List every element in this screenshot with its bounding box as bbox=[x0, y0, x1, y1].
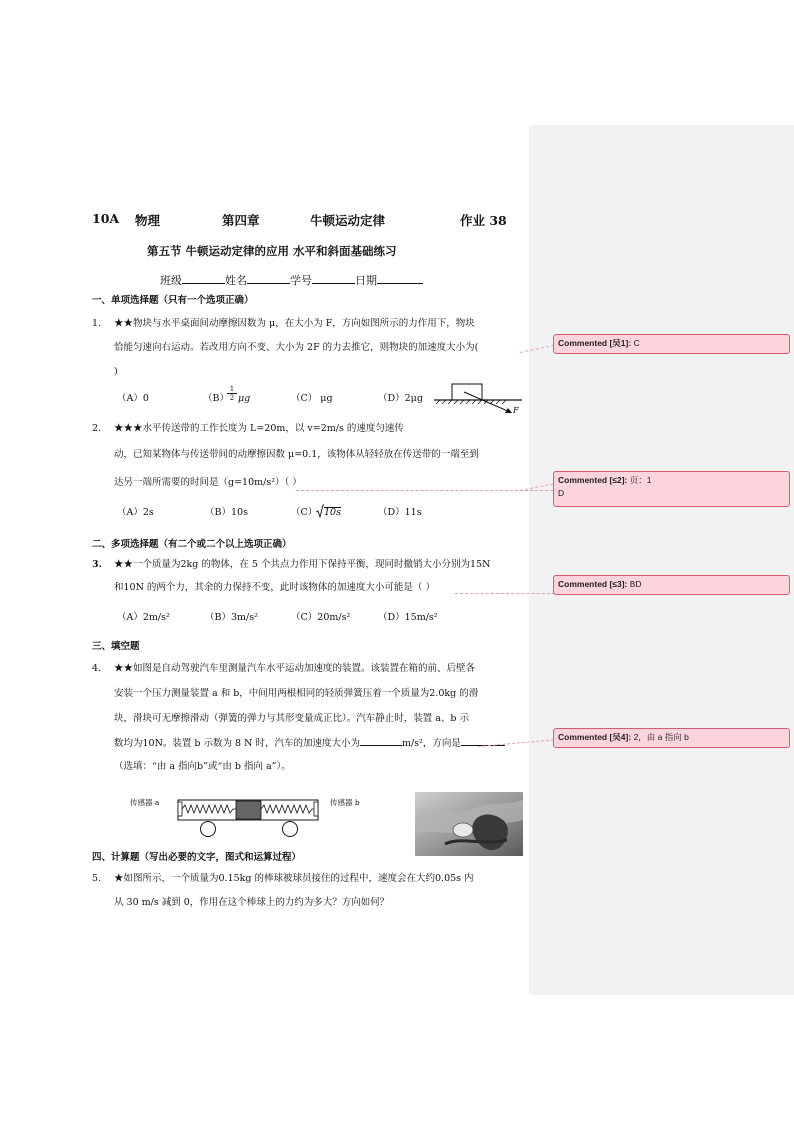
q4-spring-device-figure bbox=[176, 780, 320, 838]
q4-line1: ★★如图是自动驾驶汽车里测量汽车水平运动加速度的装置。该装置在箱的前、后壁各 bbox=[114, 663, 476, 674]
header-class: 10A bbox=[92, 211, 120, 226]
q3-line1: ★★一个质量为2kg 的物体，在 5 个共点力作用下保持平衡，现同时撤销大小分别为15N bbox=[114, 559, 491, 570]
q3-number: 3. bbox=[92, 559, 102, 570]
q4-line4 bbox=[114, 736, 505, 750]
q1-option-b: （B） bbox=[203, 393, 229, 404]
comment-4-label: Commented [吴4]: bbox=[558, 732, 632, 742]
q2-option-c: （C） bbox=[291, 507, 318, 518]
q2-option-b: （B）10s bbox=[205, 507, 248, 518]
header-chapter-title: 牛顿运动定律 bbox=[310, 213, 386, 228]
q4-sensor-a-label: 传感器 a bbox=[130, 798, 160, 807]
q1-force-label: F bbox=[513, 406, 519, 415]
comment-1[interactable] bbox=[553, 334, 790, 354]
info-line bbox=[160, 272, 423, 288]
comment-3-leader bbox=[455, 593, 555, 594]
comment-3-text: BD bbox=[629, 579, 642, 589]
q1-line1: ★★物块与水平桌面间动摩擦因数为 μ，在大小为 F，方向如图所示的力作用下，物块 bbox=[114, 318, 475, 329]
q5-line2: 从 30 m/s 减到 0，作用在这个棒球上的力约为多大？方向如何？ bbox=[114, 897, 390, 908]
date-label: 日期 bbox=[355, 274, 377, 287]
id-blank[interactable] bbox=[312, 274, 355, 284]
q2-option-c-expr: 10s bbox=[324, 507, 341, 518]
class-blank[interactable] bbox=[182, 274, 225, 284]
name-blank[interactable] bbox=[247, 274, 290, 284]
q2-line2: 动，已知某物体与传送带间的动摩擦因数 μ=0.1，该物体从轻轻放在传送带的一端至到 bbox=[114, 449, 479, 460]
header-chapter: 第四章 bbox=[222, 213, 260, 228]
name-label: 姓名 bbox=[225, 274, 247, 287]
q2-option-a: （A）2s bbox=[117, 507, 154, 518]
comment-2[interactable] bbox=[553, 471, 790, 507]
q1-option-d: （D）2μg bbox=[378, 393, 423, 404]
q3-option-c: （C）20m/s² bbox=[291, 612, 351, 623]
q1-option-b-expr: μg bbox=[238, 393, 251, 404]
comment-2-label: Commented [≤2]: bbox=[558, 475, 628, 485]
fraction-numerator: 1 bbox=[229, 385, 235, 393]
comment-2-text: 页：1 bbox=[629, 475, 652, 485]
q2-line3: 达另一端所需要的时间是（g=10m/s²）（ ） bbox=[114, 477, 302, 488]
q1-line3: ) bbox=[114, 366, 118, 377]
q5-line1: ★如图所示，一个质量为0.15kg 的棒球被球员接住的过程中，速度会在大约0.05s 内 bbox=[114, 873, 474, 884]
comment-1-label: Commented [吴1]: bbox=[558, 338, 632, 348]
comment-2-text-line2: D bbox=[558, 488, 565, 498]
q2-option-d: （D）11s bbox=[378, 507, 422, 518]
q1-line2: 恰能匀速向右运动。若改用方向不变、大小为 2F 的力去推它，则物块的加速度大小为( bbox=[114, 342, 479, 353]
baseball-catch-photo bbox=[415, 792, 523, 856]
section-multi-choice: 二、多项选择题（有二个或二个以上选项正确） bbox=[92, 539, 292, 550]
q2-number: 2. bbox=[92, 423, 102, 434]
comment-3[interactable] bbox=[553, 575, 790, 595]
section-fill-in: 三、填空题 bbox=[92, 641, 140, 652]
comments-pane bbox=[529, 125, 794, 995]
fraction-denominator: 2 bbox=[227, 393, 237, 402]
comment-4-text: 2，由 a 指向 b bbox=[633, 732, 689, 742]
class-label: 班级 bbox=[160, 274, 182, 287]
q1-number: 1. bbox=[92, 318, 102, 329]
q4-acceleration-blank[interactable] bbox=[360, 736, 402, 746]
q1-option-b-fraction bbox=[227, 385, 237, 402]
id-label: 学号 bbox=[290, 274, 312, 287]
q3-option-b: （B）3m/s² bbox=[205, 612, 258, 623]
section-single-choice: 一、单项选择题（只有一个选项正确） bbox=[92, 295, 254, 306]
header-homework: 作业 38 bbox=[460, 213, 507, 228]
comment-4[interactable] bbox=[553, 728, 790, 748]
sqrt-symbol-icon bbox=[316, 504, 324, 518]
q4-line5: （选填：“由 a 指向b”或“由 b 指向 a”）。 bbox=[114, 761, 291, 772]
comment-3-label: Commented [≤3]: bbox=[558, 579, 628, 589]
q1-block-figure bbox=[432, 382, 524, 418]
q1-option-c: （C） μg bbox=[291, 393, 333, 404]
page-title: 第五节 牛顿运动定律的应用 水平和斜面基础练习 bbox=[147, 244, 397, 258]
date-blank[interactable] bbox=[377, 274, 423, 284]
q4-line2: 安装一个压力测量装置 a 和 b，中间用两根相同的轻质弹簧压着一个质量为2.0kg 的滑 bbox=[114, 688, 479, 699]
q4-sensor-b-label: 传感器 b bbox=[330, 798, 360, 807]
q4-line4-part2: m/s²，方向是 bbox=[401, 738, 461, 749]
q3-option-a: （A）2m/s² bbox=[117, 612, 170, 623]
q4-line3: 块，滑块可无摩擦滑动（弹簧的弹力与其形变量成正比）。汽车静止时，装置 a、b 示 bbox=[114, 713, 470, 724]
q4-line4-part1: 数均为10N。装置 b 示数为 8 N 时，汽车的加速度大小为 bbox=[114, 738, 360, 749]
header-subject: 物理 bbox=[135, 213, 161, 228]
q5-number: 5. bbox=[92, 873, 102, 884]
q1-option-a: （A）0 bbox=[117, 393, 149, 404]
q3-line2: 和10N 的两个力，其余的力保持不变，此时该物体的加速度大小可能是（ ） bbox=[114, 582, 435, 593]
comment-1-text: C bbox=[633, 338, 640, 348]
section-calculation: 四、计算题（写出必要的文字，图式和运算过程） bbox=[92, 852, 302, 863]
q3-option-d: （D）15m/s² bbox=[378, 612, 438, 623]
q4-number: 4. bbox=[92, 663, 102, 674]
comment-2-leader-base bbox=[296, 490, 553, 491]
q2-line1: ★★★水平传送带的工作长度为 L=20m，以 v=2m/s 的速度匀速传 bbox=[114, 423, 404, 434]
